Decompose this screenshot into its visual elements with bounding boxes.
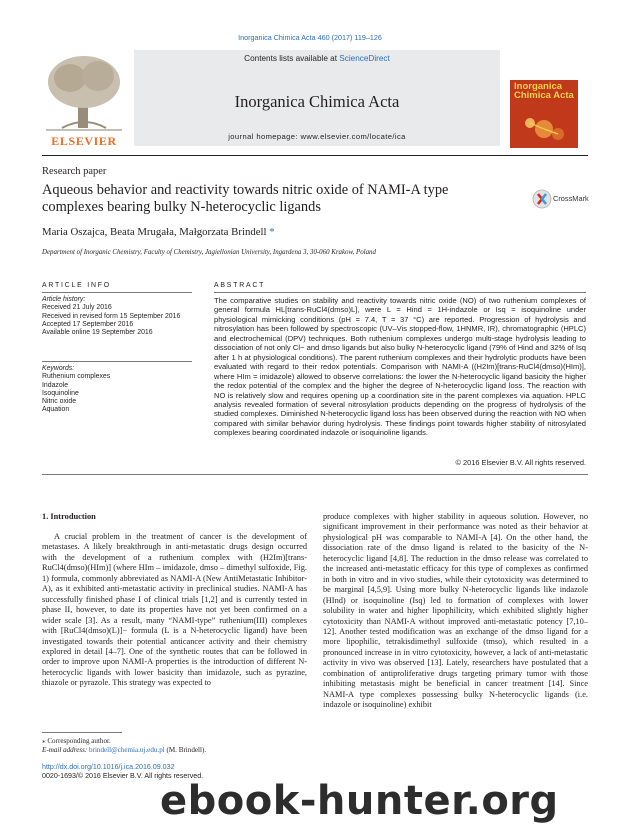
- email-suffix: (M. Brindell).: [164, 746, 207, 754]
- body-right-column: produce complexes with higher stability in aqueous solution. However, no significant improvement in their performance was noted as their behavior at physiological pH was comparable to NAMI-A [4]. On the other hand, the dissociation rate of the dmso ligand is related to the basicity of the N-heterocyclic ligand [4,8]. The reduction in the dmso release was correlated to the increased anti-metastatic efficacy for this type of complexes as confirmed in both in vitro and in vivo studies, while their cytotoxicity was determined to be marginal [4,5,9]. Using more bulky N-heterocyclic ligands like indazole (HInd) or isoquinoline (Isq) led to formation of complexes with lower solubility in water and higher lipophilicity, which exhibited slightly higher cytotoxicity than NAMI-A without improved anti-metastatic potency [7,10–12]. Another tested modification was an exchange of the dmso ligand for a more lipophilic, tetrakisdimethyl sulfoxide (tmso), which resulted in a pronounced increase in in vitro cytotoxicity, however, a lack of anti-metastatic activity in vivo was observed [13]. Lately, researchers have postulated that a combination of antiproliferative drugs targeting primary tumor with those inhibiting metastasis might be beneficial in cancer treatment [14]. Since NAMI-A type complexes possessing bulky N-heterocyclic ligands (i.e. indazole or isoquinoline) exhibit: [323, 512, 588, 710]
- crossmark-icon: [532, 188, 552, 210]
- issn-line: 0020-1693/© 2016 Elsevier B.V. All rights reserved.: [42, 772, 204, 780]
- homepage-prefix: journal homepage:: [228, 132, 301, 141]
- keyword-item: Isoquinoline: [42, 389, 79, 397]
- keywords-rule: [42, 361, 192, 362]
- journal-title: Inorganica Chimica Acta: [234, 92, 400, 111]
- history-item: Available online 19 September 2016: [42, 329, 153, 337]
- contents-line: [134, 54, 500, 63]
- email-link[interactable]: brindell@chemia.uj.edu.pl: [89, 746, 165, 754]
- homepage-url[interactable]: www.elsevier.com/locate/ica: [300, 132, 406, 141]
- authors-names: Maria Oszajca, Beata Mrugała, Małgorzata Brindell: [42, 226, 267, 238]
- abstract-heading: ABSTRACT: [214, 282, 266, 289]
- footnote-email: [42, 746, 302, 755]
- article-history: [42, 296, 192, 337]
- keywords: [42, 365, 192, 415]
- abstract-text: The comparative studies on stability and reactivity towards nitric oxide (NO) of two ruthenium complexes of general formula HL[trans-RuCl4(dmso)L], were L = Hind = 1H-indazole or Isq = isoquinoline under physiological mimicking conditions (pH = 7.4, T = 37 °C) are reported. Progression of hydrolysis and nitrosylation has been followed by spectroscopic (UV–Vis stopped-flow, 1HNMR, IR), chromatographic (HPLC) and electrochemical (DPV) techniques. Both ruthenium complexes undergo multi-stage hydrolysis leading to dissociation of not only Cl− and dmso ligands but also bulky N-heterocyclic ligand (79% of Hind and 32% of Isq after 1 h at physiological conditions). The parent ruthenium complexes and their hydrolytic products have been evaluated with regard to their redox potentials. Comparison with NAMI-A ((H2Im)[trans-RuCl4(dmso)(HIm)], where HIm = imidazole) allowed to observe correlations: the lower the N-heterocyclic ligand basicity the higher the redox potential of the complex and the higher the degree of N-heterocyclic ligand loss. The reaction with NO is relatively slow and requires opening up a coordination site in the parent complexes via aquation. HPLC analysis revealed formation of several nitrosylation products depending on the progress of hydrolysis of the studied complexes. Diminished N-heterocyclic ligand loss has been observed during the reaction with NO when compared with similar behavior during hydrolysis. These findings point towards higher stability of nitrosylated complexes bearing coordinated indazole or isoquinoline ligands.: [214, 296, 586, 438]
- history-item: Received 21 July 2016: [42, 304, 112, 312]
- info-rule: [42, 292, 192, 293]
- watermark: ebook-hunter.org: [160, 778, 559, 824]
- publisher-name: ELSEVIER: [51, 134, 117, 148]
- body-left-column: A crucial problem in the treatment of cancer is the development of metastases. A likely breakthrough in anti-metastatic drugs design occurred with the development of a ruthenium complex with (H2Im)[trans-RuCl4(dmso)(HIm)] (where HIm – imidazole, dmso – dimethyl sulfoxide, Fig. 1) formula, commonly abbreviated as NAMI-A (New AntiMetastatic Inhibitor-A), as it exhibited anti-metastatic activity in preclinical studies. NAMI-A has successfully finished phase I of clinical trials [1,2] and is currently tested in phase II, however, to date its properties have not yet been confirmed on a wider scale [3]. As a result, many “NAMI-type” ruthenium(III) complexes with [RuCl4(dmso)(L)]− formula (L is a N-heterocyclic ligand) have been investigated towards their potential anticancer activity and their chemistry explored in detail [4–7]. One of the synthetic routes that can be followed in order to improve upon NAMI-A properties is the introduction of different N-heterocyclic ligands with lower basicity than imidazole, such as pyrazine, thiazole or pyrazole. This strategy was expected to: [42, 532, 307, 688]
- header-rule: [42, 155, 588, 156]
- journal-homepage: [134, 132, 500, 141]
- affiliation: Department of Inorganic Chemistry, Faculty of Chemistry, Jagiellonian University, Ingardena 3, 30-060 Krakow, Poland: [42, 249, 376, 256]
- cover-molecule-icon: [518, 114, 570, 144]
- sciencedirect-link[interactable]: ScienceDirect: [339, 54, 390, 63]
- keyword-item: Indazole: [42, 381, 69, 389]
- abstract-bottom-rule: [42, 474, 588, 475]
- history-label: Article history:: [42, 296, 86, 303]
- history-item: Accepted 17 September 2016: [42, 320, 134, 328]
- journal-cover: [510, 80, 578, 148]
- cover-title: Inorganica Chimica Acta: [514, 81, 574, 101]
- footnote-rule: [42, 732, 122, 733]
- crossmark-badge[interactable]: [532, 188, 588, 212]
- article-info-heading: ARTICLE INFO: [42, 282, 111, 289]
- abstract-rule: [214, 292, 586, 293]
- footnote-corresponding: ⁎ Corresponding author.: [42, 737, 111, 745]
- keywords-label: Keywords:: [42, 365, 75, 372]
- doi-link[interactable]: http://dx.doi.org/10.1016/j.ica.2016.09.032: [42, 763, 175, 771]
- keyword-item: Nitric oxide: [42, 398, 77, 406]
- copyright-notice: © 2016 Elsevier B.V. All rights reserved.: [455, 458, 586, 467]
- journal-reference[interactable]: Inorganica Chimica Acta 460 (2017) 119–126: [238, 33, 382, 42]
- keyword-item: Aquation: [42, 406, 70, 414]
- section-heading-introduction: 1. Introduction: [42, 512, 96, 521]
- corresponding-marker[interactable]: *: [266, 226, 275, 238]
- keyword-item: Ruthenium complexes: [42, 373, 111, 381]
- journal-banner: [134, 50, 500, 146]
- contents-prefix: Contents lists available at: [244, 54, 340, 63]
- article-title: Aqueous behavior and reactivity towards nitric oxide of NAMI-A type complexes bearing bulky N-heterocyclic ligands: [42, 182, 449, 215]
- journal-header: [42, 44, 578, 154]
- history-item: Received in revised form 15 September 2016: [42, 312, 181, 320]
- article-type: Research paper: [42, 166, 107, 177]
- author-list: [42, 226, 275, 238]
- crossmark-label: CrossMark: [553, 194, 589, 203]
- elsevier-logo: [42, 50, 126, 150]
- email-prefix: E-mail address:: [42, 746, 90, 754]
